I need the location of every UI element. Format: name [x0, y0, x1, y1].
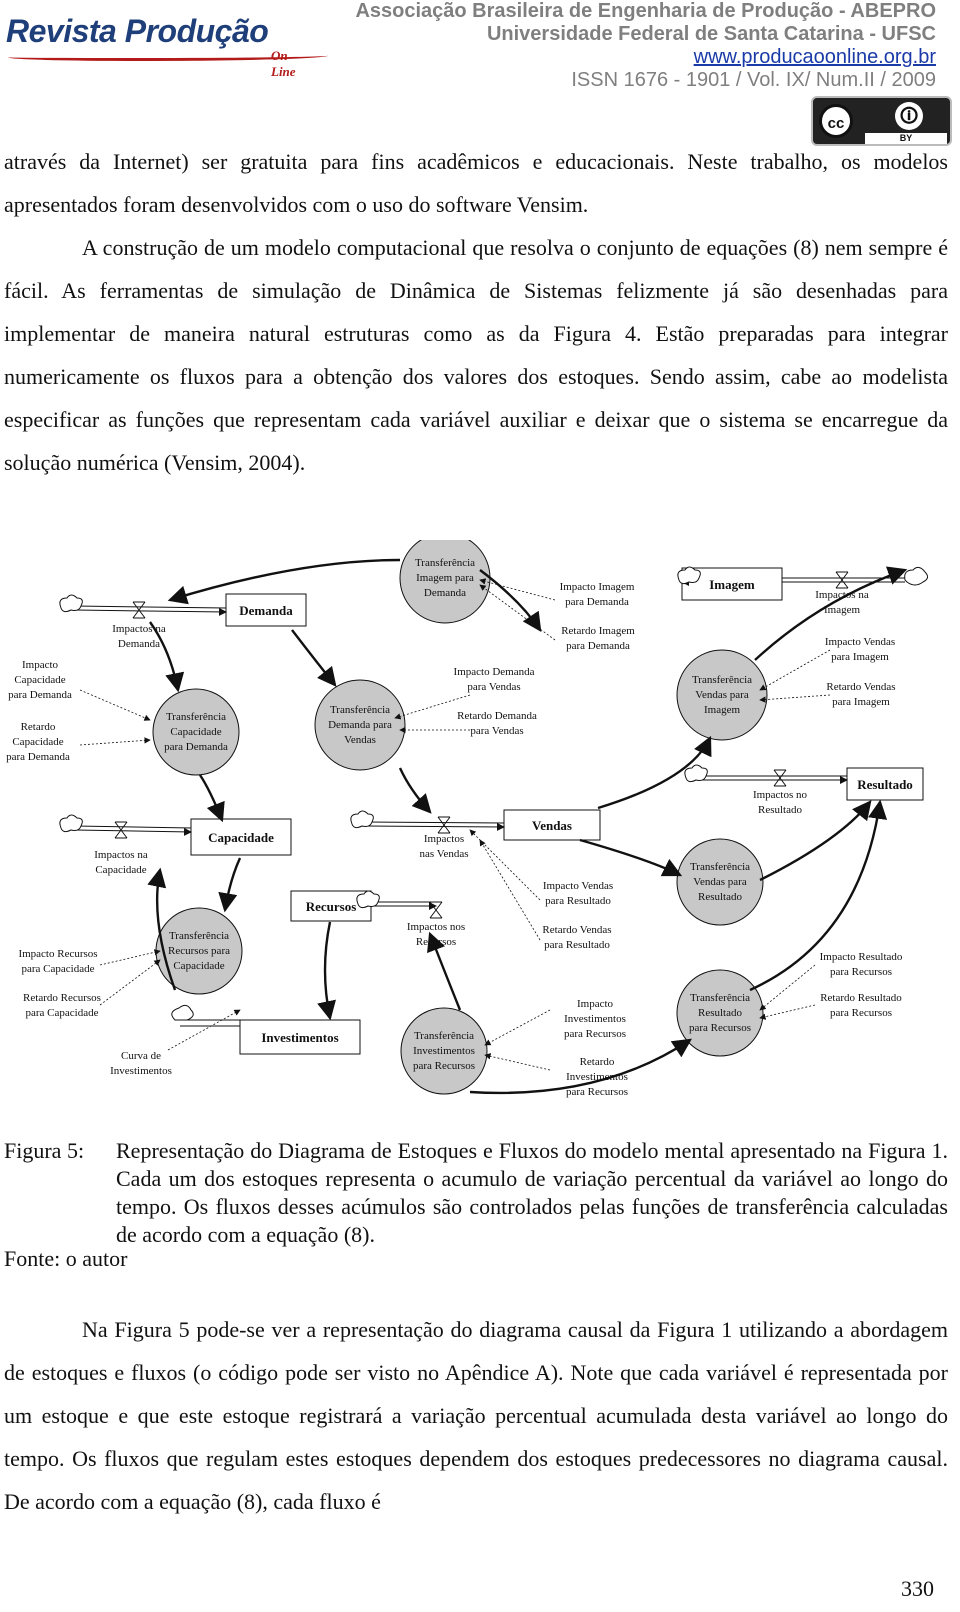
info-link-15	[760, 1005, 815, 1018]
stock-flow-diagram	[0, 540, 960, 1120]
info-link-14	[760, 965, 815, 1010]
pipe-impactos_demanda-b	[75, 610, 226, 612]
cloud-impactos_vendas	[351, 811, 373, 828]
aux-ret_rec_cap: Retardo Recursos para Capacidade	[23, 992, 101, 1019]
valve-impactos_capacidade	[115, 822, 127, 838]
cc-license-badge[interactable]	[811, 96, 952, 146]
transfer-label-t_dem_vendas: Transferência Demanda para Vendas	[328, 704, 392, 746]
association-name: Associação Brasileira de Engenharia de Produção - ABEPRO	[355, 0, 936, 22]
figure-source: Fonte: o autor	[4, 1246, 128, 1271]
transfer-label-t_img_dem: Transferência Imagem para Demanda	[414, 557, 476, 599]
pipe-investimentos	[180, 1020, 240, 1026]
caption-label: Figura 5:	[4, 1138, 85, 1163]
pipe-impactos_capacidade	[75, 826, 191, 828]
stock-label-capacidade: Capacidade	[208, 830, 274, 845]
journal-logo	[6, 13, 296, 79]
cloud-imagem-right	[905, 567, 928, 585]
info-link-9	[100, 960, 160, 1005]
cloud-impactos_capacidade	[60, 815, 82, 832]
aux-ret_vendas_img: Retardo Vendas para Imagem	[826, 681, 896, 708]
valve-impactos_demanda	[133, 602, 145, 618]
university-name: Universidade Federal de Santa Catarina - UFSC	[486, 23, 936, 45]
stock-label-imagem: Imagem	[709, 577, 755, 592]
issn-line: ISSN 1676 - 1901 / Vol. IX/ Num.II / 2009	[571, 69, 936, 91]
aux-imp_dem_vendas: Impacto Demanda para Vendas	[453, 666, 535, 693]
aux-ret_cap_dem: Retardo Capacidade para Demanda	[6, 721, 70, 763]
journal-header	[355, 0, 936, 92]
by-label: BY	[865, 133, 947, 144]
aux-imp_inv_rec: Impacto Investimentos para Recursos	[563, 998, 627, 1040]
valve-impactos_resultado	[774, 770, 786, 786]
causal-arrow-2	[292, 630, 335, 685]
info-link-13	[485, 1055, 550, 1070]
page-number: 330	[901, 1576, 934, 1601]
pipe-impactos_vendas	[366, 822, 504, 823]
cloud-impactos_demanda	[60, 595, 82, 612]
paragraph-1: através da Internet) ser gratuita para fins acadêmicos e educacionais. Neste trabalho, os modelos apresentados foram desenvolvidos com o uso do software Vensim.	[4, 149, 948, 217]
logo-brand: Revista Produção	[6, 13, 269, 49]
aux-imp_img_dem: Impacto Imagem para Demanda	[559, 581, 635, 608]
stock-label-demanda: Demanda	[239, 603, 293, 618]
aux-ret_vendas_res: Retardo Vendas para Resultado	[542, 924, 612, 951]
info-link-11	[480, 840, 540, 940]
info-link-6	[760, 650, 830, 690]
logo-online: On Line	[271, 48, 296, 79]
flow-label-impactos_recursos: Impactos nos Recursos	[406, 921, 466, 948]
valve-impactos_imagem	[836, 572, 848, 588]
aux-imp_vendas_img: Impacto Vendas para Imagem	[824, 636, 896, 663]
causal-arrow-11	[325, 922, 330, 1018]
stock-label-vendas: Vendas	[532, 818, 572, 833]
info-link-0	[80, 690, 150, 720]
transfer-label-t_inv_rec: Transferência Investimentos para Recursos	[412, 1030, 476, 1072]
flow-label-impactos_demanda: Impactos na Demanda	[112, 623, 166, 650]
transfer-label-t_res_rec: Transferência Resultado para Recursos	[688, 992, 752, 1034]
aux-ret_dem_vendas: Retardo Demanda para Vendas	[457, 710, 537, 737]
info-link-12	[485, 1010, 550, 1045]
aux-ret_img_dem: Retardo Imagem para Demanda	[561, 625, 635, 652]
stock-label-resultado: Resultado	[857, 777, 913, 792]
causal-arrow-10	[225, 858, 240, 910]
aux-ret_res_rec: Retardo Resultado para Recursos	[820, 992, 902, 1019]
flow-label-impactos_capacidade: Impactos na Capacidade	[94, 849, 148, 876]
flow-label-impactos_vendas: Impactos nas Vendas	[419, 833, 469, 860]
info-link-3	[480, 585, 555, 640]
flow-label-impactos_resultado: Impactos no Resultado	[752, 789, 808, 816]
person-icon: 🛈	[895, 102, 923, 130]
info-link-7	[760, 695, 830, 700]
info-link-8	[100, 951, 160, 965]
aux-curva_inv: Curva de Investimentos	[110, 1050, 172, 1077]
aux-ret_inv_rec: Retardo Investimentos para Recursos	[565, 1056, 629, 1098]
pipe-impactos_demanda	[75, 606, 226, 608]
transfer-label-t_cap_dem: Transferência Capacidade para Demanda	[164, 711, 228, 753]
aux-imp_res_rec: Impacto Resultado para Recursos	[819, 951, 903, 978]
paragraph-2: A construção de um modelo computacional que resolva o conjunto de equações (8) nem sempre é fácil. As ferramentas de simulação de Dinâmica de Sistemas felizmente já são desenhadas para implementar de maneira natural estruturas como as da Figura 4. Estão preparadas para integrar numericamente os fluxos para a obtenção dos valores dos estoques. Sendo assim, cabe ao modelista especificar as funções que representam cada variável auxiliar e deixar que o sistema se encarregue da solução numérica (Vensim, 2004).	[4, 235, 948, 475]
transfer-label-t_vendas_res: Transferência Vendas para Resultado	[689, 861, 751, 903]
journal-url[interactable]: www.producaoonline.org.br	[693, 46, 936, 68]
causal-arrow-8	[580, 840, 680, 875]
cloud-investimentos	[172, 1005, 193, 1020]
valve-impactos_recursos	[430, 902, 442, 918]
stock-label-investimentos: Investimentos	[261, 1030, 339, 1045]
info-link-2	[480, 580, 555, 600]
valve-impactos_vendas	[438, 817, 450, 833]
aux-imp_rec_cap: Impacto Recursos para Capacidade	[18, 948, 98, 975]
transfer-label-t_rec_cap: Transferência Recursos para Capacidade	[167, 930, 231, 972]
aux-imp_vendas_res: Impacto Vendas para Resultado	[542, 880, 614, 907]
causal-arrow-1	[200, 775, 222, 820]
info-link-1	[80, 740, 150, 745]
paragraph-3: Na Figura 5 pode-se ver a representação do diagrama causal da Figura 1 utilizando a abordagem de estoques e fluxos (o código pode ser visto no Apêndice A). Note que cada variável é representada por um estoque e que este estoque registrará a variação percentual acumulada desta variável ao longo do tempo. Os fluxos que regulam estes estoques dependem dos estoques predecessores no diagrama causal. De acordo com a equação (8), cada fluxo é	[4, 1317, 948, 1514]
pipe-impactos_capacidade-b	[75, 830, 191, 832]
cc-icon: cc	[819, 104, 853, 138]
flow-label-impactos_imagem: Impactos na Imagem	[815, 589, 869, 616]
transfer-label-t_vendas_img: Transferência Vendas para Imagem	[691, 674, 753, 716]
cloud-impactos_resultado	[685, 765, 707, 782]
stock-label-recursos: Recursos	[305, 899, 357, 914]
causal-arrow-5	[400, 768, 430, 812]
pipe-impactos_vendas-b	[366, 826, 504, 827]
caption-text: Representação do Diagrama de Estoques e Fluxos do modelo mental apresentado na Figura 1. Cada um dos estoques representa o acumulo de variação percentual da variável ao longo do tempo. Os fluxos desses acúmulos são controlados pelas funções de transferência calculadas de acordo com a equação (8).	[116, 1138, 948, 1247]
aux-imp_cap_dem: Impacto Capacidade para Demanda	[8, 659, 72, 701]
